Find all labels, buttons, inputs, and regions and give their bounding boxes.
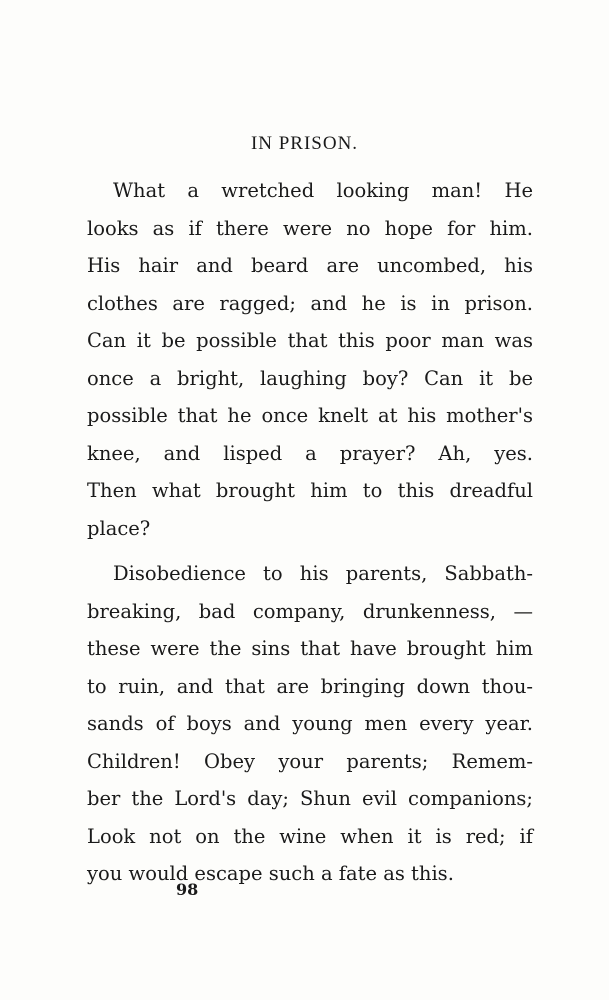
- text-line: knee, and lisped a prayer? Ah, yes.: [87, 441, 533, 465]
- text-line: breaking, bad company, drunkenness, —: [87, 599, 533, 623]
- chapter-heading: IN PRISON.: [250, 133, 359, 154]
- text-line: once a bright, laughing boy? Can it be: [87, 366, 533, 390]
- text-line: Then what brought him to this dreadful: [87, 479, 533, 502]
- text-line: these were the sins that have brought him: [87, 637, 533, 660]
- text-line: Disobedience to his parents, Sabbath-: [113, 562, 533, 585]
- paragraph-1: [87, 172, 533, 547]
- text-line: Can it be possible that this poor man was: [87, 329, 533, 352]
- page-number: 98: [176, 880, 199, 899]
- text-line: possible that he once knelt at his mother's: [87, 404, 533, 427]
- text-line: ber the Lord's day; Shun evil companions;: [87, 787, 533, 810]
- text-line: Look not on the wine when it is red; if: [87, 824, 533, 848]
- text-line: clothes are ragged; and he is in prison.: [87, 291, 533, 315]
- text-line: looks as if there were no hope for him.: [87, 216, 533, 240]
- text-line: Children! Obey your parents; Remem-: [87, 749, 533, 773]
- body-text: [87, 172, 533, 893]
- text-line: to ruin, and that are bringing down thou-: [87, 674, 533, 698]
- text-line: place?: [87, 516, 151, 540]
- text-line: you would escape such a fate as this.: [87, 862, 454, 885]
- text-line: His hair and beard are uncombed, his: [87, 254, 533, 277]
- text-line: sands of boys and young men every year.: [87, 712, 533, 735]
- paragraph-gap: [87, 547, 533, 555]
- paragraph-2: [87, 555, 533, 893]
- text-line: What a wretched looking man! He: [113, 179, 533, 202]
